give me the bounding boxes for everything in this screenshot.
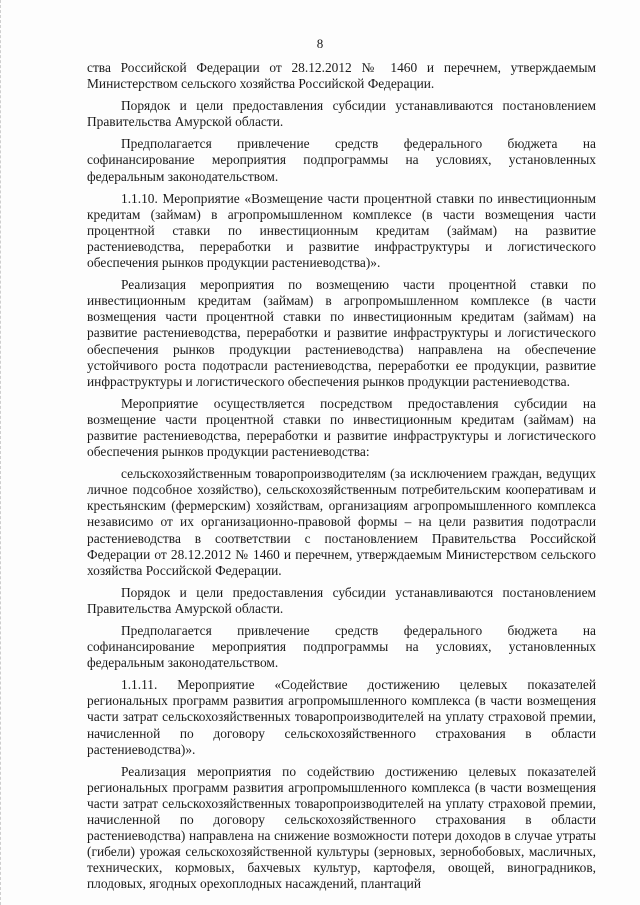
paragraph: Порядок и цели предоставления субсидии устанавливаются постановлением Правительства Амурской области. — [87, 98, 596, 130]
paragraph: Предполагается привлечение средств федерального бюджета на софинансирование мероприятия подпрограммы на условиях, установленных федеральным законодательством. — [87, 136, 596, 184]
paragraph: Предполагается привлечение средств федерального бюджета на софинансирование мероприятия подпрограммы на условиях, установленных федеральным законодательством. — [87, 623, 596, 671]
paragraph: Мероприятие осуществляется посредством предоставления субсидии на возмещение части процентной ставки по инвестиционным кредитам (займам) на развитие растениеводства, переработки и развитие инфраструктуры и логистического обеспечения рынков продукции растениеводства: — [87, 395, 596, 460]
paragraph-item-1-1-11: 1.1.11. Мероприятие «Содействие достижению целевых показателей региональных программ развития агропромышленного комплекса (в части возмещения части затрат сельскохозяйственных товаропроизводителей на уплату страховой премии, начисленной по договору сельскохозяйственного страхования в области растениеводства)». — [87, 677, 596, 757]
paragraph: Реализация мероприятия по возмещению части процентной ставки по инвестиционным кредитам (займам) в агропромышленном комплексе (в части возмещения части процентной ставки по инвестиционным кредитам (займам) на развитие растениеводства, переработки и развитие инфраструктуры и логистического обеспечения рынков продукции растениеводства) направлена на обеспечение устойчивого роста подотрасли растениеводства, переработки ее продукции, развитие инфраструктуры и логистического обеспечения рынков продукции растениеводства. — [87, 277, 596, 389]
paragraph-continuation: ства Российской Федерации от 28.12.2012 № 1460 и перечнем, утверждаемым Министерством сельского хозяйства Российской Федерации. — [87, 60, 596, 92]
paragraph: Порядок и цели предоставления субсидии устанавливаются постановлением Правительства Амурской области. — [87, 584, 596, 616]
scan-edge — [0, 0, 5, 905]
paragraph: Реализация мероприятия по содействию достижению целевых показателей региональных программ развития агропромышленного комплекса (в части возмещения части затрат сельскохозяйственных товаропроизводителей на уплату страховой премии, начисленной по договору сельскохозяйственного страхования в области растениеводства) направлена на снижение возможности потери доходов в случае утраты (гибели) урожая сельскохозяйственной культуры (зерновых, зернобобовых, масличных, технических, кормовых, бахчевых культур, картофеля, овощей, виноградников, плодовых, ягодных орехоплодных насаждений, плантаций — [87, 763, 596, 892]
paragraph-item-1-1-10: 1.1.10. Мероприятие «Возмещение части процентной ставки по инвестиционным кредитам (займам) в агропромышленном комплексе (в части возмещения части процентной ставки по инвестиционным кредитам (займам) на развитие растениеводства, переработки и развитие инфраструктуры и логистического обеспечения рынков продукции растениеводства)». — [87, 190, 596, 271]
paragraph: сельскохозяйственным товаропроизводителям (за исключением граждан, ведущих личное подсобное хозяйство), сельскохозяйственным потребительским кооперативам и крестьянским (фермерским) хозяйствам, организациям агропромышленного комплекса независимо от их организационно-правовой формы – на цели развития подотрасли растениеводства в соответствии с постановлением Правительства Российской Федерации от 28.12.2012 № 1460 и перечнем, утверждаемым Министерством сельского хозяйства Российской Федерации. — [87, 466, 596, 578]
page-number: 8 — [316, 36, 324, 51]
body-text — [87, 60, 596, 899]
